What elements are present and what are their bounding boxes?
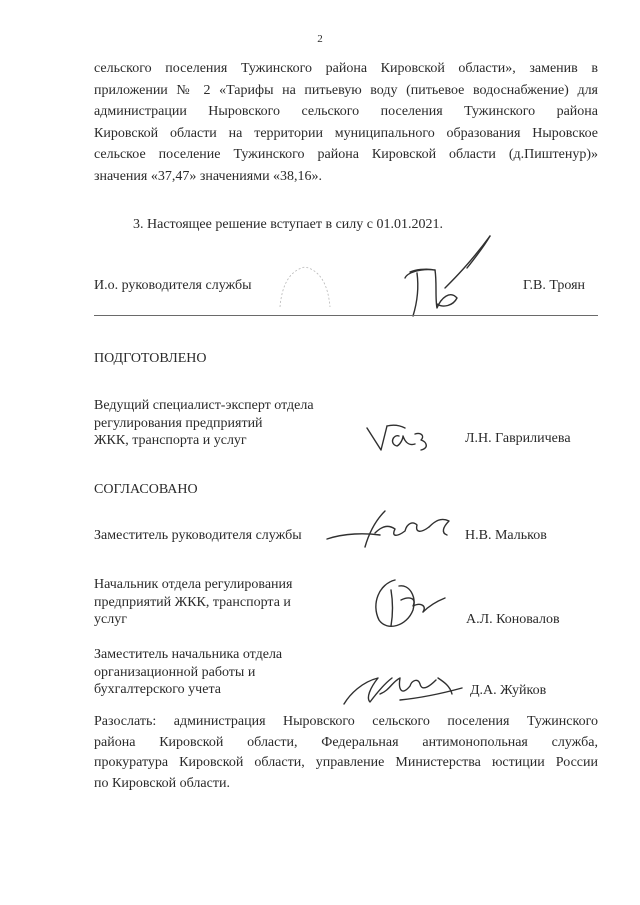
signer-3-name: Д.А. Жуйков xyxy=(470,683,547,698)
separator-line xyxy=(94,315,598,316)
signer-2-name: А.Л. Коновалов xyxy=(466,612,560,627)
position-line: ЖКК, транспорта и услуг xyxy=(94,433,247,448)
signer-1-position: Заместитель руководителя службы xyxy=(94,528,302,543)
signer-2-position xyxy=(94,576,292,629)
signer-1-signature-image xyxy=(325,503,465,553)
head-name: Г.В. Троян xyxy=(523,278,586,293)
position-line: Заместитель начальника отдела xyxy=(94,647,283,662)
distribution-line: прокуратура Кировской области, управление Министерства юстиции России xyxy=(94,755,598,770)
distribution-line: района Кировской области, Федеральная антимонопольная служба, xyxy=(94,734,598,750)
position-line: бухгалтерского учета xyxy=(94,682,221,697)
stamp-outline xyxy=(275,262,335,312)
prepared-position xyxy=(94,397,314,450)
head-signature-image xyxy=(395,228,495,323)
paragraph-line: значения «37,47» значениями «38,16». xyxy=(94,168,323,184)
distribution-paragraph xyxy=(94,712,598,794)
paragraph-line: Кировской области на территории муниципального образования Ныровское xyxy=(94,125,598,141)
signer-1-name: Н.В. Мальков xyxy=(465,528,547,543)
prepared-name: Л.Н. Гавриличева xyxy=(465,431,571,446)
item-3-effective-date: 3. Настоящее решение вступает в силу с 01.01.2021. xyxy=(133,217,443,232)
signer-2-signature-image xyxy=(365,570,455,635)
position-line: предприятий ЖКК, транспорта и xyxy=(94,594,291,610)
position-line: Ведущий специалист-эксперт отдела xyxy=(94,398,314,413)
paragraph-line: приложении № 2 «Тарифы на питьевую воду (питьевое водоснабжение) для xyxy=(94,82,598,98)
head-position: И.о. руководителя службы xyxy=(94,278,252,293)
paragraph-line: сельское поселение Тужинского района Кировской области (д.Пиштенур)» xyxy=(94,147,598,162)
decision-paragraph xyxy=(94,58,598,187)
paragraph-line: сельского поселения Тужинского района Кировской области», заменив в xyxy=(94,61,598,76)
position-line: услуг xyxy=(94,612,127,627)
position-line: регулирования предприятий xyxy=(94,415,263,431)
prepared-signature-image xyxy=(365,420,445,455)
position-line: организационной работы и xyxy=(94,664,256,680)
prepared-heading: ПОДГОТОВЛЕНО xyxy=(94,351,207,366)
distribution-line: Разослать: администрация Ныровского сельского поселения Тужинского xyxy=(94,714,598,729)
position-line: Начальник отдела регулирования xyxy=(94,577,293,592)
signer-3-signature-image xyxy=(340,664,470,709)
page-number: 2 xyxy=(317,33,323,45)
paragraph-line: администрации Ныровского сельского поселения Тужинского района xyxy=(94,104,598,119)
distribution-line: по Кировской области. xyxy=(94,775,230,791)
agreed-heading: СОГЛАСОВАНО xyxy=(94,482,198,497)
signer-3-position xyxy=(94,646,282,699)
